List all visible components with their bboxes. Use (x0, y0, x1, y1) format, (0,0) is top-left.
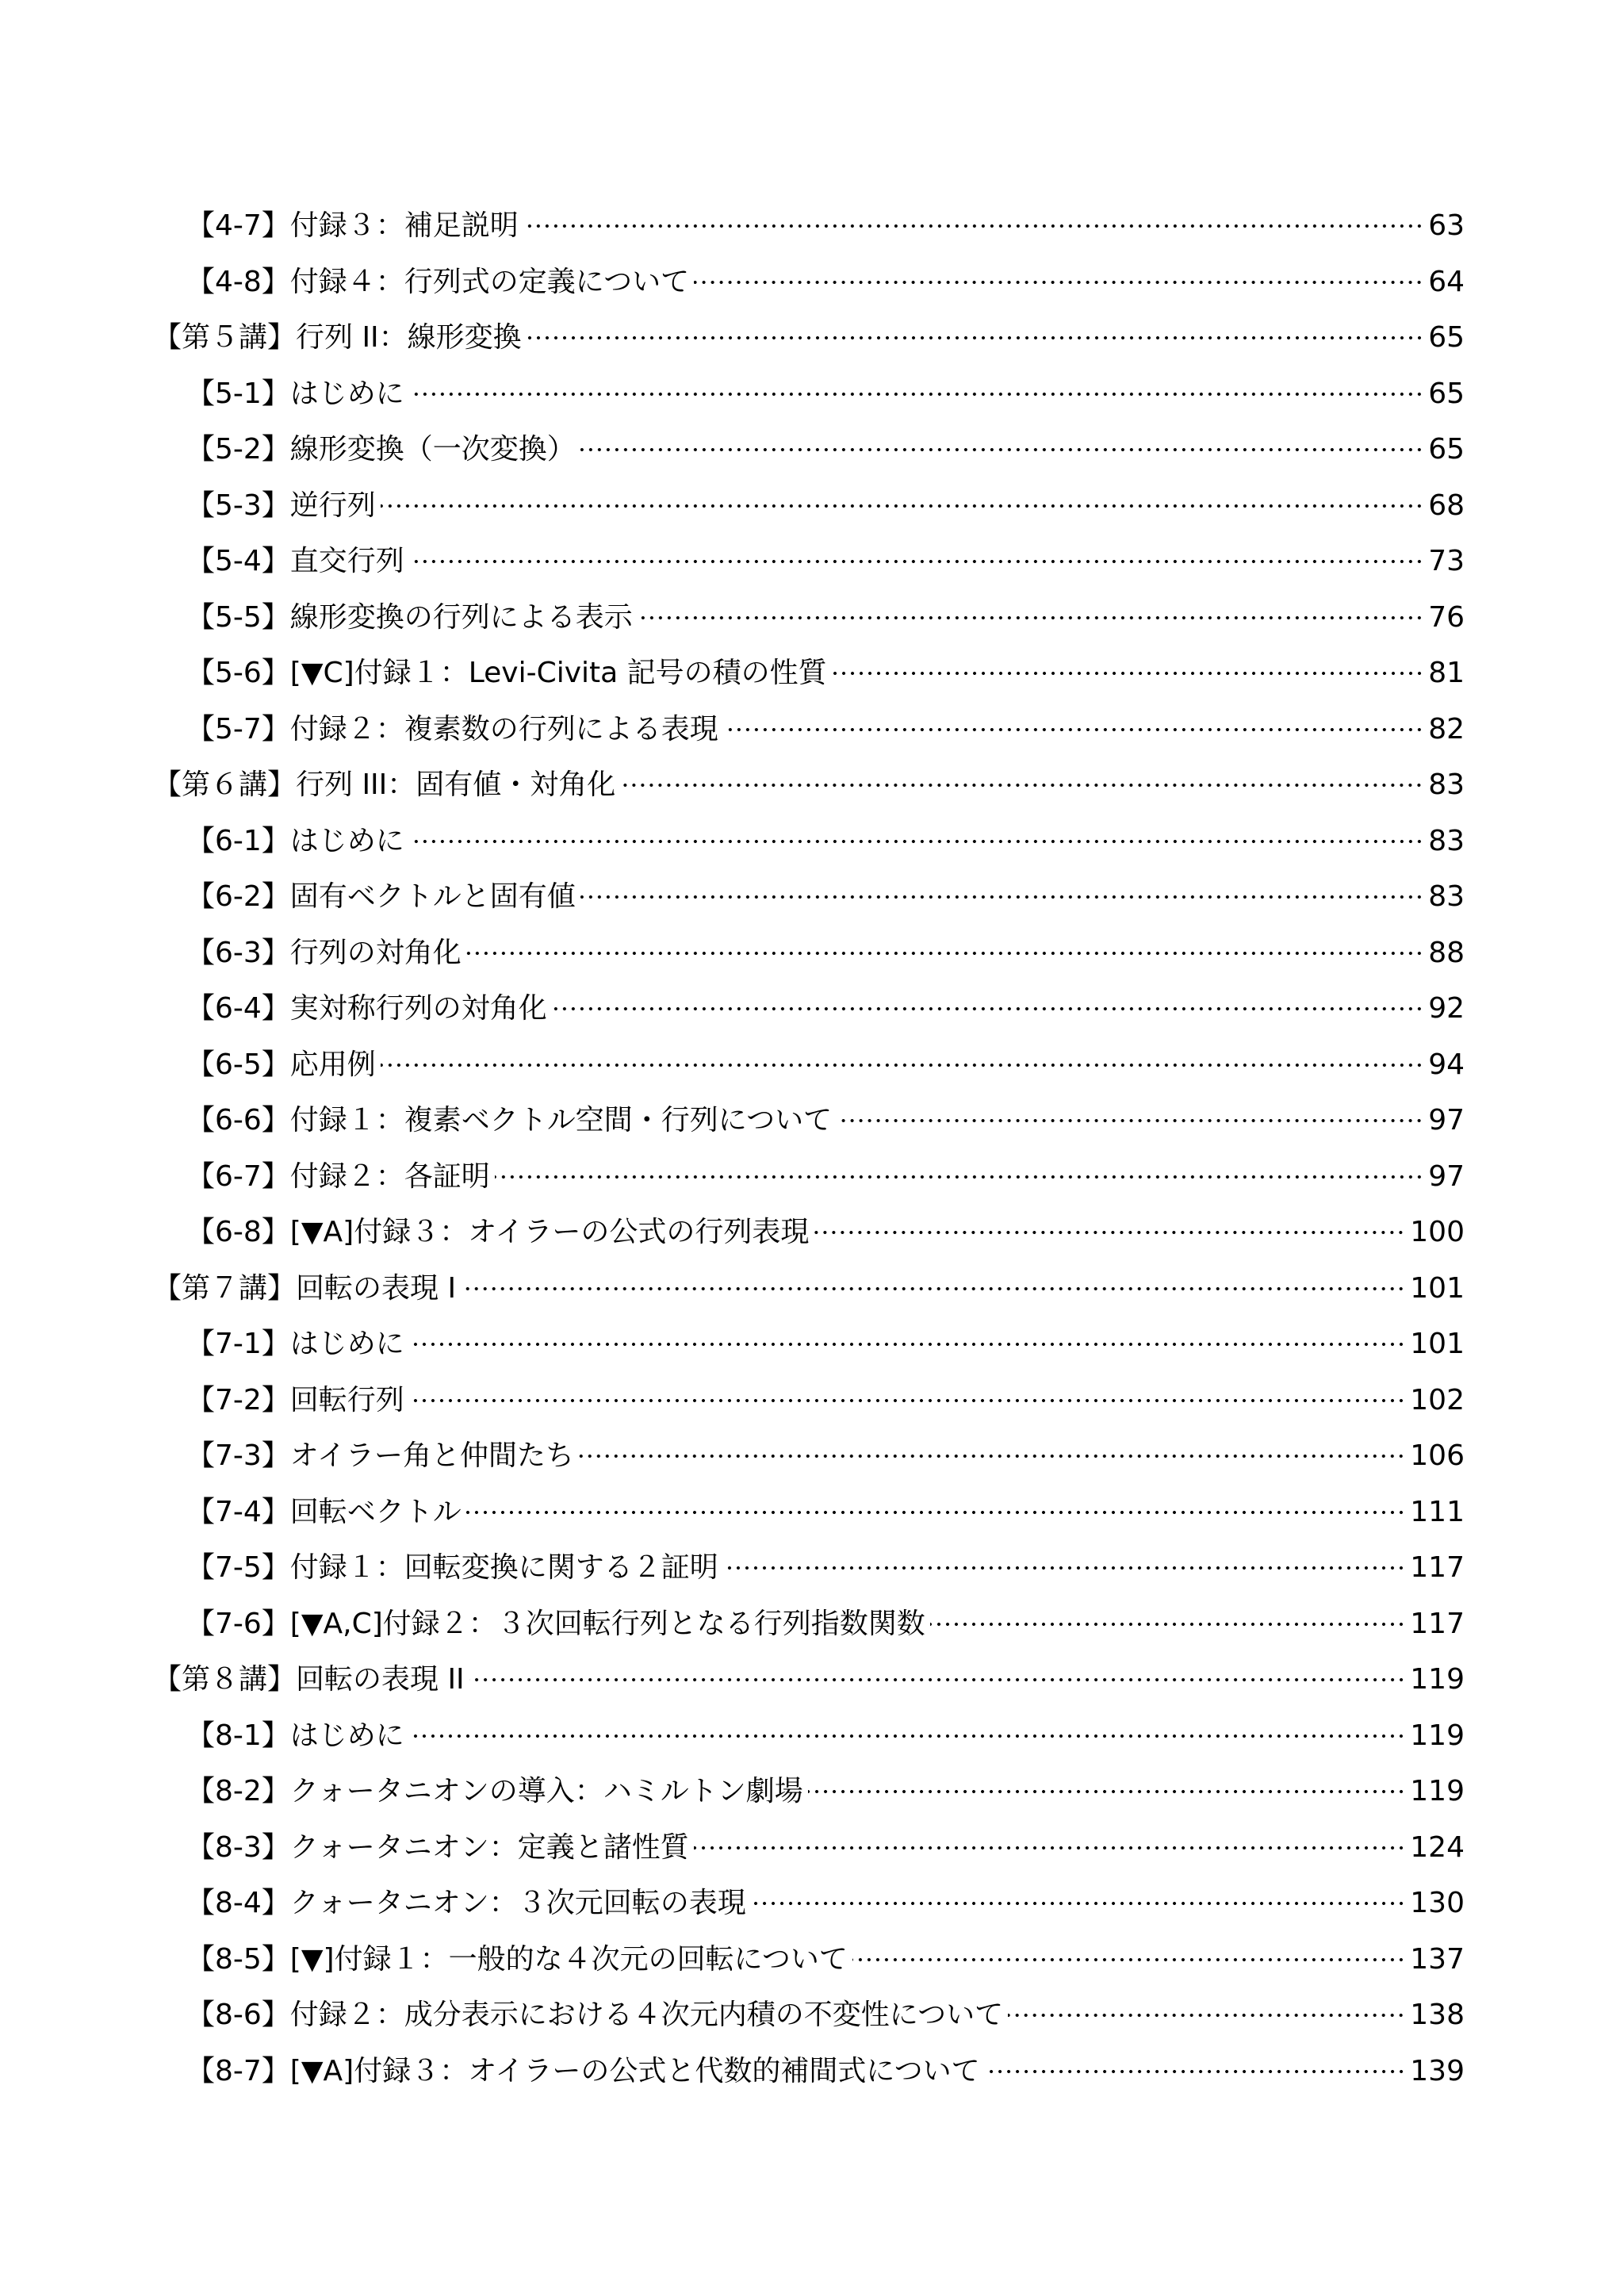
toc-section-entry (153, 1428, 1465, 1485)
toc-section-entry (153, 1317, 1465, 1373)
toc-page-number: 83 (1428, 769, 1465, 801)
toc-page-number: 65 (1428, 377, 1465, 410)
toc-entry-title: 【第６講】行列 III：固有値・対角化 (153, 769, 616, 801)
dot-leader (852, 1958, 1405, 1961)
toc-entry-title: 【第７講】回転の表現 I (153, 1271, 457, 1305)
toc-entry-title: 【8-1】はじめに (186, 1719, 404, 1752)
toc-entry-title: 【8-5】[▼]付録１：一般的な４次元の回転について (186, 1942, 848, 1976)
dot-leader (527, 336, 1424, 339)
toc-entry-title: 【7-1】はじめに (186, 1328, 404, 1360)
toc-page-number: 111 (1410, 1495, 1465, 1528)
toc-entry-title: 【8-2】クォータニオンの導入：ハミルトン劇場 (186, 1775, 803, 1807)
toc-entry-title: 【第８講】回転の表現 II (153, 1663, 465, 1696)
dot-leader (814, 1231, 1405, 1234)
toc-page-number: 88 (1428, 936, 1465, 969)
toc-page-number: 94 (1428, 1048, 1465, 1081)
dot-leader (381, 504, 1423, 508)
dot-leader (409, 1399, 1405, 1402)
toc-page-number: 97 (1428, 1104, 1465, 1137)
table-of-contents (153, 198, 1465, 2099)
toc-entry-title: 【7-5】付録１：回転変換に関する２証明 (186, 1551, 718, 1584)
toc-section-entry (153, 2044, 1465, 2100)
toc-section-entry (153, 590, 1465, 646)
toc-entry-title: 【8-4】クォータニオン：３次元回転の表現 (186, 1887, 746, 1919)
toc-section-entry (153, 1205, 1465, 1261)
toc-page-number: 65 (1428, 321, 1465, 354)
toc-section-entry (153, 1149, 1465, 1205)
toc-section-entry (153, 926, 1465, 982)
dot-leader (832, 672, 1424, 675)
toc-section-entry (153, 1820, 1465, 1876)
dot-leader (723, 1566, 1405, 1570)
toc-page-number: 117 (1410, 1551, 1465, 1584)
toc-page-number: 100 (1410, 1216, 1465, 1248)
toc-chapter-entry (153, 1652, 1465, 1708)
toc-page-number: 119 (1410, 1663, 1465, 1696)
dot-leader (381, 1064, 1423, 1067)
dot-leader (723, 728, 1423, 731)
dot-leader (495, 1175, 1423, 1179)
toc-section-entry (153, 1093, 1465, 1149)
toc-entry-title: 【5-7】付録２：複素数の行列による表現 (186, 712, 718, 746)
toc-entry-title: 【8-6】付録２：成分表示における４次元内積の不変性について (186, 1999, 1004, 2031)
toc-section-entry (153, 1987, 1465, 2044)
toc-page-number: 82 (1428, 712, 1465, 746)
toc-section-entry (153, 255, 1465, 311)
toc-section-entry (153, 1540, 1465, 1596)
toc-entry-title: 【7-4】回転ベクトル (186, 1495, 462, 1528)
dot-leader (620, 784, 1423, 787)
dot-leader (552, 1007, 1423, 1010)
toc-page-number: 97 (1428, 1159, 1465, 1193)
toc-page-number: 139 (1410, 2054, 1465, 2087)
toc-section-entry (153, 869, 1465, 926)
dot-leader (409, 1734, 1405, 1738)
toc-entry-title: 【5-6】[▼C]付録１：Levi-Civita 記号の積の性質 (186, 657, 827, 689)
dot-leader (579, 1455, 1405, 1458)
toc-entry-title: 【第５講】行列 II：線形変換 (153, 321, 522, 354)
dot-leader (985, 2070, 1406, 2073)
toc-section-entry (153, 1596, 1465, 1653)
toc-page-number: 130 (1410, 1887, 1465, 1919)
toc-page-number: 119 (1410, 1775, 1465, 1807)
toc-page-number: 102 (1410, 1383, 1465, 1416)
toc-entry-title: 【8-7】[▼A]付録３：オイラーの公式と代数的補間式について (186, 2054, 980, 2087)
toc-section-entry (153, 1708, 1465, 1765)
toc-section-entry (153, 702, 1465, 758)
dot-leader (523, 224, 1423, 228)
toc-entry-title: 【6-6】付録１：複素ベクトル空間・行列について (186, 1104, 833, 1137)
dot-leader (694, 281, 1423, 284)
toc-entry-title: 【6-7】付録２：各証明 (186, 1159, 490, 1193)
toc-chapter-entry (153, 1261, 1465, 1317)
dot-leader (469, 1678, 1406, 1681)
toc-page-number: 64 (1428, 265, 1465, 298)
dot-leader (694, 1846, 1406, 1849)
toc-section-entry (153, 478, 1465, 535)
dot-leader (409, 393, 1423, 396)
toc-entry-title: 【5-3】逆行列 (186, 489, 376, 522)
dot-leader (1008, 2014, 1405, 2017)
toc-entry-title: 【6-8】[▼A]付録３：オイラーの公式の行列表現 (186, 1216, 810, 1248)
toc-page-number: 81 (1428, 657, 1465, 689)
toc-entry-title: 【6-5】応用例 (186, 1048, 376, 1081)
toc-entry-title: 【6-1】はじめに (186, 824, 404, 857)
toc-page-number: 92 (1428, 992, 1465, 1025)
toc-section-entry (153, 198, 1465, 255)
toc-section-entry (153, 366, 1465, 423)
dot-leader (409, 840, 1423, 843)
toc-section-entry (153, 1485, 1465, 1541)
toc-entry-title: 【4-7】付録３：補足説明 (186, 209, 519, 242)
toc-page-number: 76 (1428, 600, 1465, 634)
toc-entry-title: 【7-2】回転行列 (186, 1383, 404, 1416)
dot-leader (837, 1119, 1423, 1122)
toc-page-number: 117 (1410, 1607, 1465, 1640)
toc-section-entry (153, 1764, 1465, 1820)
toc-page-number: 68 (1428, 489, 1465, 522)
toc-chapter-entry (153, 310, 1465, 366)
toc-page-number: 101 (1410, 1328, 1465, 1360)
toc-entry-title: 【4-8】付録４：行列式の定義について (186, 265, 690, 298)
toc-section-entry (153, 814, 1465, 870)
dot-leader (466, 1511, 1405, 1514)
toc-chapter-entry (153, 757, 1465, 814)
dot-leader (580, 448, 1423, 451)
toc-entry-title: 【5-4】直交行列 (186, 545, 404, 577)
dot-leader (409, 1343, 1405, 1346)
toc-entry-title: 【5-2】線形変換（一次変換） (186, 433, 576, 466)
toc-page-number: 73 (1428, 545, 1465, 577)
toc-section-entry (153, 1932, 1465, 1988)
toc-page-number: 65 (1428, 433, 1465, 466)
toc-page-number: 83 (1428, 880, 1465, 913)
toc-page-number: 101 (1410, 1271, 1465, 1305)
toc-page-number: 63 (1428, 209, 1465, 242)
dot-leader (461, 1287, 1405, 1290)
toc-entry-title: 【6-2】固有ベクトルと固有値 (186, 880, 576, 913)
toc-entry-title: 【5-5】線形変換の行列による表示 (186, 600, 633, 634)
toc-section-entry (153, 1037, 1465, 1094)
toc-entry-title: 【8-3】クォータニオン：定義と諸性質 (186, 1830, 689, 1864)
toc-section-entry (153, 646, 1465, 702)
toc-section-entry (153, 422, 1465, 478)
toc-entry-title: 【7-3】オイラー角と仲間たち (186, 1439, 574, 1472)
toc-page-number: 106 (1410, 1439, 1465, 1472)
dot-leader (580, 895, 1423, 899)
toc-entry-title: 【5-1】はじめに (186, 377, 404, 410)
toc-page-number: 138 (1410, 1999, 1465, 2031)
dot-leader (751, 1902, 1406, 1905)
toc-page-number: 119 (1410, 1719, 1465, 1752)
dot-leader (930, 1623, 1405, 1626)
dot-leader (808, 1790, 1406, 1793)
toc-page-number: 137 (1410, 1942, 1465, 1976)
dot-leader (409, 560, 1423, 563)
toc-section-entry (153, 1876, 1465, 1932)
toc-page-number: 124 (1410, 1830, 1465, 1864)
dot-leader (466, 952, 1423, 955)
toc-section-entry (153, 981, 1465, 1037)
toc-entry-title: 【7-6】[▼A,C]付録２：３次回転行列となる行列指数関数 (186, 1607, 925, 1640)
toc-page-number: 83 (1428, 824, 1465, 857)
toc-entry-title: 【6-3】行列の対角化 (186, 936, 462, 969)
toc-section-entry (153, 1373, 1465, 1429)
toc-section-entry (153, 534, 1465, 590)
dot-leader (638, 616, 1423, 619)
toc-entry-title: 【6-4】実対称行列の対角化 (186, 992, 547, 1025)
